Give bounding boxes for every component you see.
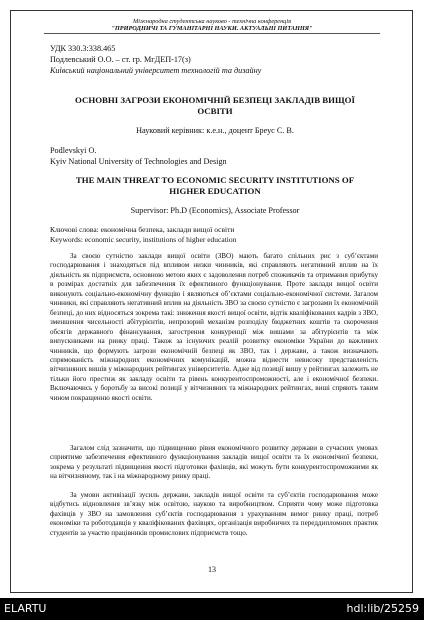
header-rule bbox=[44, 33, 380, 34]
body-paragraph-3: За умови активізації зусиль держави, закладів вищої освіти та суб’єктів господарювання може відбутись відновлення зв’язку між освітою, наукою та виробництвом. Сприяти чому може підготовка фахівців у ЗВО на замовлення суб’єктів господарювання з урахуванням вимог ринку праці, потреб економіки та роботодавців у кваліфікованих фахівцях, організація виробничих та переддипломних практик студентів за участю працівників промислових підприємств тощо. bbox=[50, 491, 378, 537]
title-en-line2: HIGHER EDUCATION bbox=[169, 186, 261, 196]
supervisor-ua: Науковий керівник: к.е.н., доцент Бреус С. В. bbox=[136, 126, 294, 135]
handle-id: hdl:lib/25259 bbox=[346, 602, 419, 615]
conference-line: Міжнародна студентська науково - технічна конференція bbox=[132, 18, 292, 25]
body-paragraph-1: За своєю сутністю заклади вищої освіти (ЗВО) мають багато спільних рис з суб’єктами господарювання і знаходяться під впливом низки чинників, які справляють негативний вплив на їх діяльність як підприємств, основною метою яких є задоволення потреб споживачів та отримання прибутку в розмірах достатніх для забезпечення їх ефективного функціонування. Проте заклади вищої освіти виконують соціально-економічну функцію і являються об’єктами соціально-економічної системи. Загалом чинники, які справляють негативний вплив на діяльність ЗВО за своєю сутністю є загрозами їх економічній безпеці, до них відносяться зокрема такі: зниження якості вищої освіти, відтік кваліфікованих кадрів з ЗВО, зменшення чисельності абітурієнтів, непрозорий механізм розподілу бюджетних коштів та скорочення обсягів державного фінансування, загострення конкуренції між вишами за абітурієнтів та між випускниками на ринку праці. Також за існуючих реалій розвитку економіки України до важливих чинників, що формують загрози економічній безпеці як ЗВО, так і держави, а також визначають спрямованість міжнародних економічних комунікацій, можна віднести невисоку представленість вітчизняних вишів у міжнародних рейтингах університетів. Адже від позиції вишу у рейтингах залежить не тільки його престиж як закладу освіти та рівень конкурентоспроможності, але і економічної безпеки. Включаючись у боротьбу за високі позиції у вітчизняних та міжнародних рейтингах, виші спряють таким чином покращенню якості освіти. bbox=[50, 252, 378, 402]
supervisor-en: Supervisor: Ph.D (Economics), Associate Professor bbox=[130, 206, 300, 215]
title-en-line1: THE MAIN THREAT TO ECONOMIC SECURITY INSTITUTIONS OF bbox=[75, 175, 355, 185]
affiliation-en: Kyiv National University of Technologies and Design bbox=[50, 157, 227, 166]
repository-footer-bar bbox=[0, 598, 424, 620]
author-en: Podlevskyi O. bbox=[50, 146, 97, 155]
author-ua: Подлевський О.О. – ст. гр. МгДЕП-17(з) bbox=[50, 55, 191, 64]
udc-code: УДК 330.3:338.465 bbox=[50, 44, 116, 53]
body-paragraph-2: Загалом слід зазначити, що підвищенню рівня економічного розвитку держави в сучасних умовах сприятиме забезпечення ефективного функціонування закладів вищої освіти та їх економічної безпеки, зокрема у результаті підвищення якості підготовки фахівців, які можуть бути конкурентоспроможними як на вітчизняному, так і на міжнародному ринку праці. bbox=[50, 444, 378, 481]
keywords-ua: Ключові слова: економічна безпека, заклади вищої освіти bbox=[50, 225, 235, 234]
conference-title: "ПРИРОДНИЧІ ТА ГУМАНІТАРНІ НАУКИ. АКТУАЛЬНІ ПИТАННЯ" bbox=[111, 25, 313, 32]
affiliation-ua: Київський національний університет технологій та дизайну bbox=[50, 66, 262, 75]
keywords-en: Keywords: economic security, institutions of higher education bbox=[50, 235, 237, 244]
title-ua-line2: ОСВІТИ bbox=[197, 106, 233, 116]
title-ua-line1: ОСНОВНІ ЗАГРОЗИ ЕКОНОМІЧНІЙ БЕЗПЕЦІ ЗАКЛАДІВ ВИЩОЇ bbox=[75, 95, 355, 105]
page-number: 13 bbox=[208, 565, 216, 574]
repository-name: ELARTU bbox=[4, 602, 47, 615]
